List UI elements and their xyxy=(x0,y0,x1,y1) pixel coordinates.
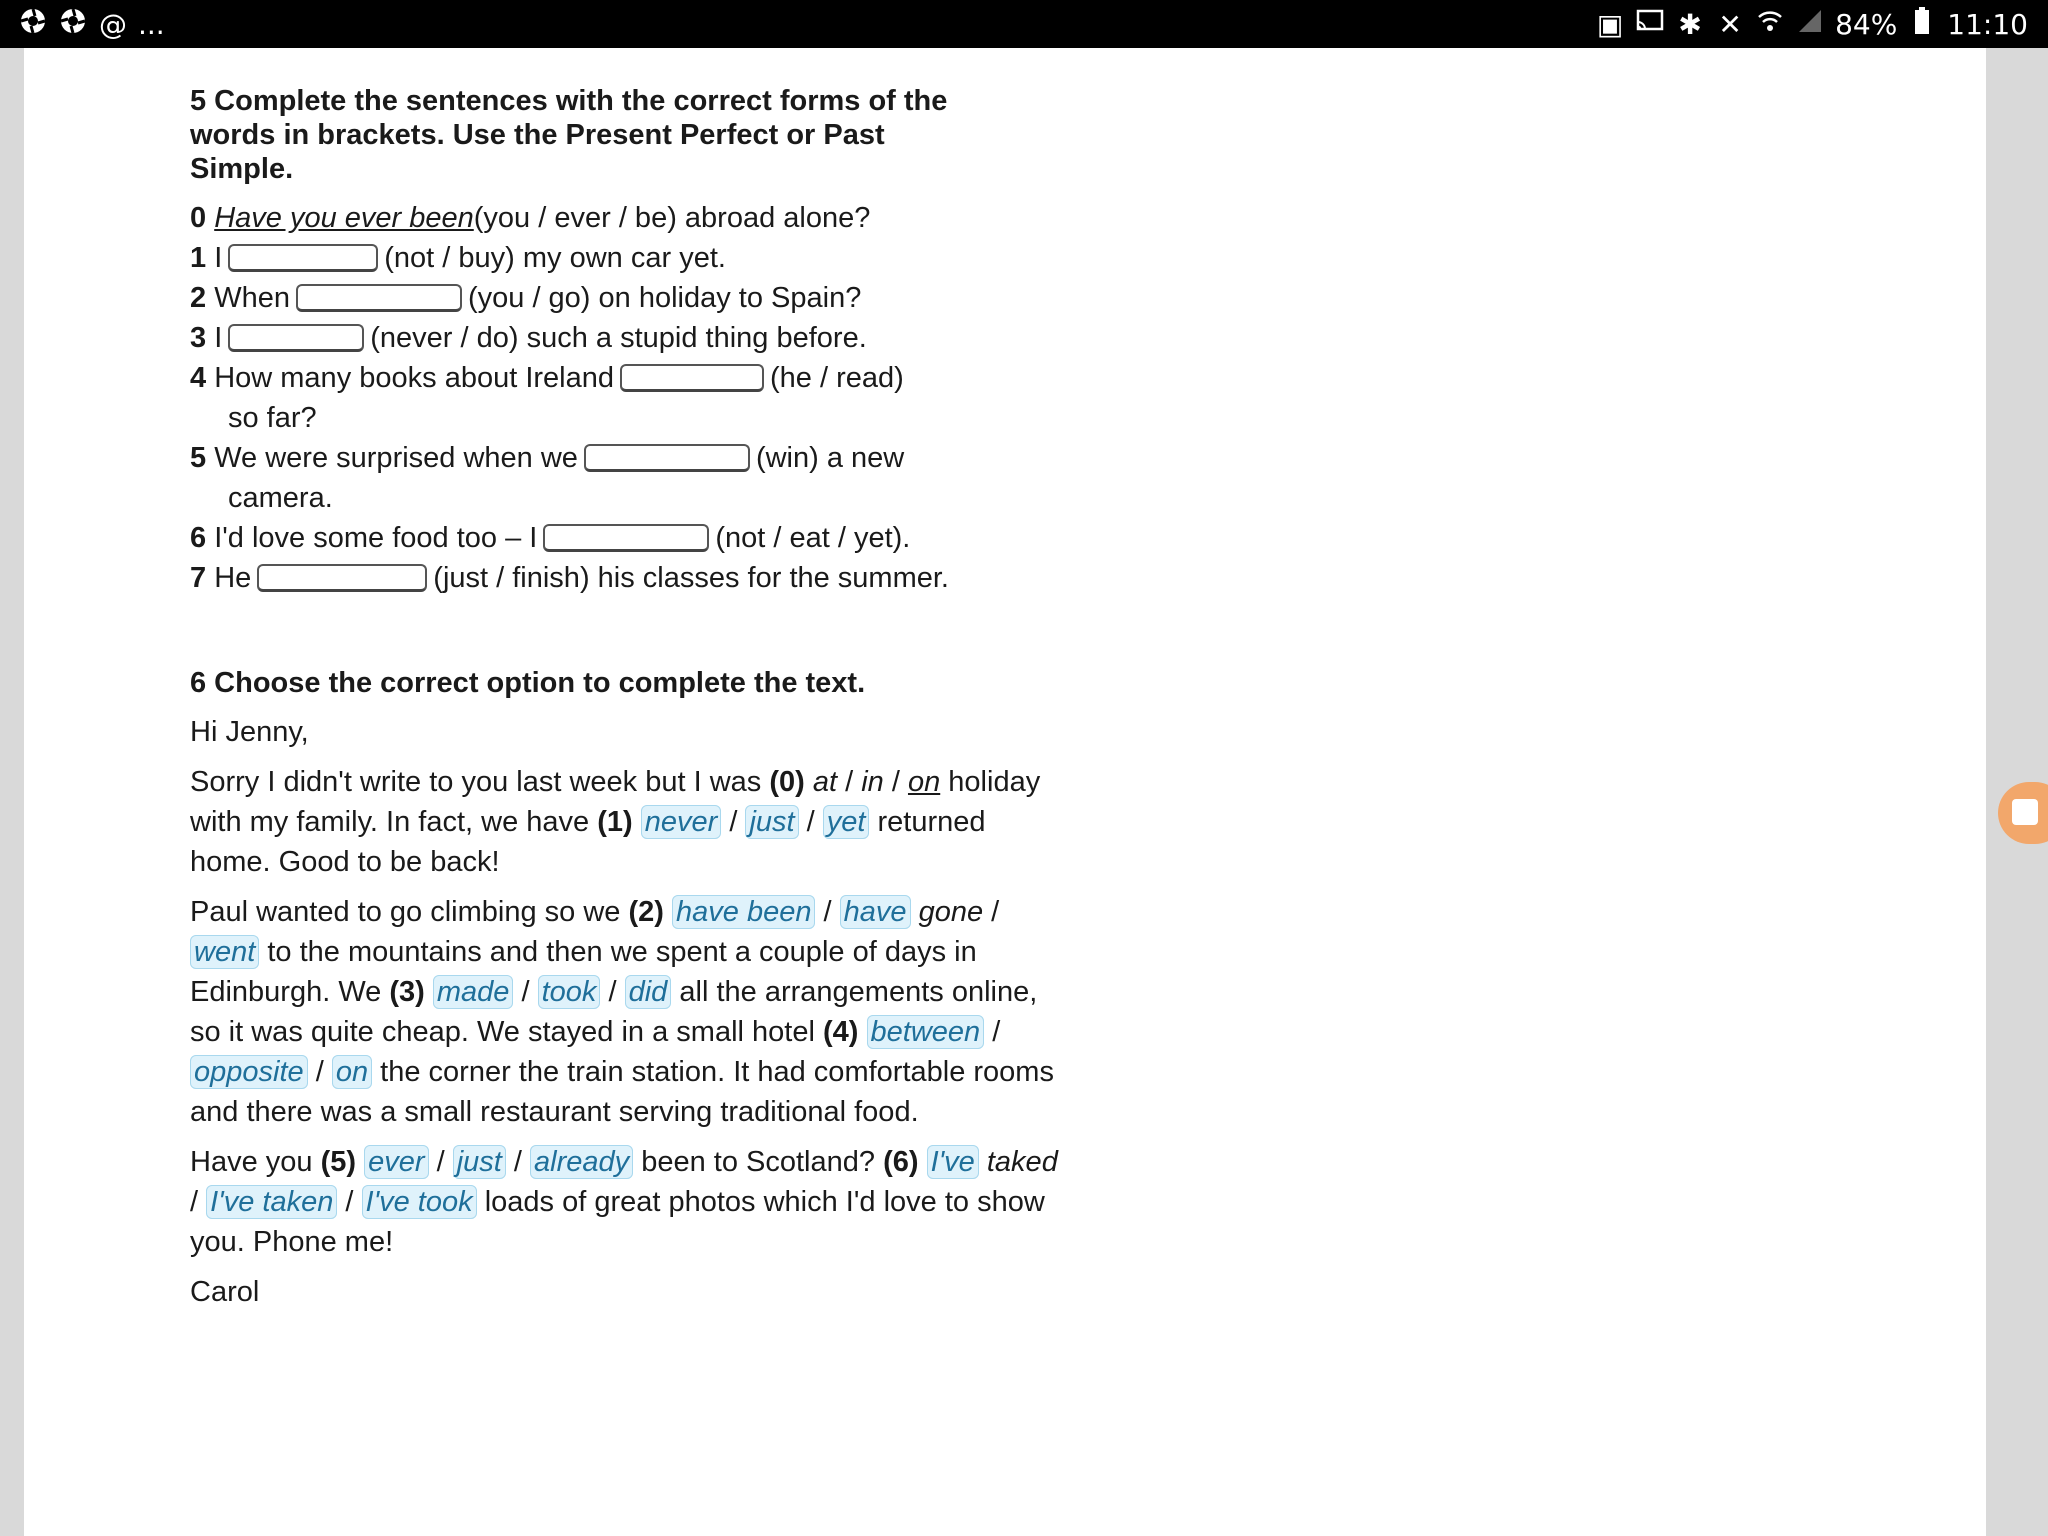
wifi-icon xyxy=(1755,8,1785,41)
aperture-icon xyxy=(18,7,48,42)
letter-greeting: Hi Jenny, xyxy=(190,716,309,748)
option-0-at[interactable]: at xyxy=(812,766,838,798)
option-5-just[interactable]: just xyxy=(453,1145,506,1179)
option-4-on[interactable]: on xyxy=(332,1055,372,1089)
sentence-7: 7 He (just / finish) his classes for the summer. xyxy=(190,562,949,594)
letter-paragraph-2: Paul wanted to go climbing so we (2) have been / have gone / went to the mountains and then we spent a couple of days in Edinburgh. We (3) made / took / did all the arrangements online, so it was quite cheap. We stayed in a small hotel (4) between / opposite / on the corner the train station. It had comfortable rooms and there was a small restaurant serving traditional food. xyxy=(190,896,1054,1128)
sentence-1: 1 I (not / buy) my own car yet. xyxy=(190,242,726,274)
floating-action-button[interactable] xyxy=(1998,782,2048,844)
battery-icon xyxy=(1907,7,1937,42)
option-3-made[interactable]: made xyxy=(433,975,514,1009)
exercise-6-title: 6 Choose the correct option to complete the text. xyxy=(190,667,866,699)
exercise-5-title: 5 Complete the sentences with the correct forms of the words in brackets. Use the Present Perfect or Past Simple. xyxy=(190,85,948,185)
sentence-4: 4 How many books about Ireland (he / read) xyxy=(190,362,904,394)
answer-blank-3[interactable] xyxy=(228,324,364,352)
example-answer: Have you ever been xyxy=(214,202,474,234)
cast-icon xyxy=(1635,8,1665,41)
at-icon: @ xyxy=(99,8,127,41)
sentence-5: 5 We were surprised when we (win) a new xyxy=(190,442,905,474)
sentence-4-continued: so far? xyxy=(228,402,317,434)
answer-blank-7[interactable] xyxy=(257,564,427,592)
sentence-5-continued: camera. xyxy=(228,482,333,514)
lock-screen-icon: ▣ xyxy=(1596,8,1624,41)
answer-blank-1[interactable] xyxy=(228,244,378,272)
option-1-never[interactable]: never xyxy=(641,805,722,839)
option-3-took[interactable]: took xyxy=(538,975,601,1009)
letter-paragraph-3: Have you (5) ever / just / already been to Scotland? (6) I've taked / I've taken / I've took loads of great photos which I'd love to show you. Phone me! xyxy=(190,1146,1058,1258)
option-3-did[interactable]: did xyxy=(625,975,672,1009)
option-0-in[interactable]: in xyxy=(861,766,884,798)
option-5-already[interactable]: already xyxy=(530,1145,633,1179)
option-2-have-gone[interactable]: have xyxy=(840,895,911,929)
answer-blank-4[interactable] xyxy=(620,364,764,392)
aperture-icon xyxy=(58,7,88,42)
bluetooth-icon: ✱ xyxy=(1678,8,1702,41)
battery-percent: 84% xyxy=(1835,8,1898,41)
answer-blank-6[interactable] xyxy=(543,524,709,552)
signal-icon xyxy=(1795,8,1825,41)
option-2-went[interactable]: went xyxy=(190,935,259,969)
answer-blank-5[interactable] xyxy=(584,444,750,472)
clock: 11:10 xyxy=(1947,8,2028,41)
option-2-have-been[interactable]: have been xyxy=(672,895,815,929)
option-0-on[interactable]: on xyxy=(907,766,941,798)
video-icon xyxy=(2012,799,2038,825)
notification-overflow: ... xyxy=(138,8,165,41)
option-5-ever[interactable]: ever xyxy=(364,1145,428,1179)
option-6-ive-took[interactable]: I've took xyxy=(362,1185,477,1219)
option-4-opposite[interactable]: opposite xyxy=(190,1055,308,1089)
example-sentence: 0 Have you ever been(you / ever / be) abroad alone? xyxy=(190,202,871,234)
status-bar xyxy=(0,0,2048,48)
sentence-3: 3 I (never / do) such a stupid thing before. xyxy=(190,322,867,354)
sentence-6: 6 I'd love some food too – I (not / eat / yet). xyxy=(190,522,911,554)
option-4-between[interactable]: between xyxy=(867,1015,985,1049)
option-1-yet[interactable]: yet xyxy=(823,805,870,839)
mute-icon: ✕ xyxy=(1718,8,1742,41)
sentence-2: 2 When (you / go) on holiday to Spain? xyxy=(190,282,862,314)
option-1-just[interactable]: just xyxy=(745,805,798,839)
letter-paragraph-1: Sorry I didn't write to you last week but I was (0) at / in / on holiday with my family. In fact, we have (1) never / just / yet returned home. Good to be back! xyxy=(190,766,1041,878)
option-6-ive-taked[interactable]: I've xyxy=(927,1145,979,1179)
answer-blank-2[interactable] xyxy=(296,284,462,312)
option-6-ive-taken[interactable]: I've taken xyxy=(206,1185,337,1219)
worksheet xyxy=(190,84,1070,1322)
letter-signature: Carol xyxy=(190,1276,260,1308)
